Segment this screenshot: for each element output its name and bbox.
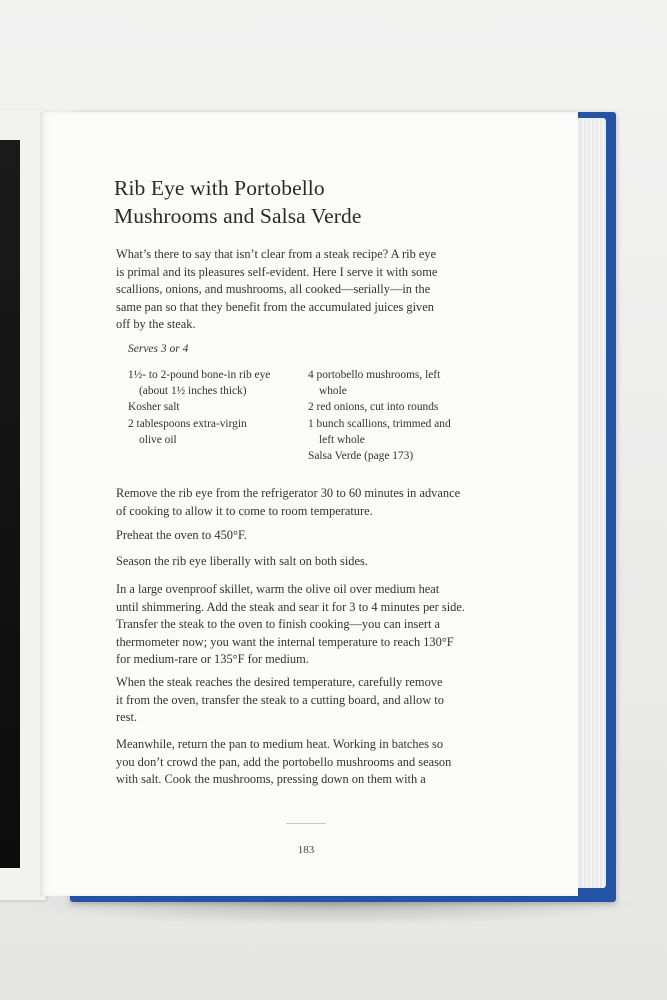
ingredient-item: [308, 367, 488, 399]
step-line: Preheat the oven to 450°F.: [116, 528, 247, 542]
footer-rule: [286, 823, 326, 824]
ingredient-line: 2 tablespoons extra-virgin: [128, 417, 247, 430]
step-line: for medium-rare or 135°F for medium.: [116, 652, 309, 666]
intro-line: is primal and its pleasures self-evident. Here I serve it with some: [116, 264, 438, 279]
recipe-page: [40, 112, 578, 896]
method-step: [116, 485, 516, 520]
ingredient-line: left whole: [319, 433, 365, 446]
step-line: with salt. Cook the mushrooms, pressing down on them with a: [116, 772, 426, 786]
page-number: 183: [297, 844, 315, 856]
ingredient-item: [308, 399, 488, 415]
step-line: rest.: [116, 710, 137, 724]
intro-line: same pan so that they benefit from the accumulated juices given: [116, 299, 434, 314]
step-line: Transfer the steak to the oven to finish cooking—you can insert a: [116, 617, 441, 631]
ingredient-line: Salsa Verde (page 173): [308, 450, 414, 463]
ingredient-line: (about 1½ inches thick): [139, 385, 247, 398]
step-line: of cooking to allow it to come to room temperature.: [116, 503, 373, 518]
ingredient-item: [128, 416, 303, 448]
intro-line: What’s there to say that isn’t clear from a steak recipe? A rib eye: [116, 247, 437, 261]
ingredient-line: 2 red onions, cut into rounds: [308, 401, 439, 414]
intro-line: scallions, onions, and mushrooms, all cooked—serially—in the: [116, 282, 431, 296]
recipe-title: [114, 174, 534, 230]
ingredients-left-column: [128, 367, 303, 448]
title-line: Rib Eye with Portobello: [114, 176, 325, 200]
method-step: [116, 736, 516, 789]
step-line: it from the oven, transfer the steak to a cutting board, and allow to: [116, 692, 444, 707]
title-line: Mushrooms and Salsa Verde: [114, 204, 362, 228]
ingredient-item: [128, 399, 303, 415]
ingredient-line: 1 bunch scallions, trimmed and: [308, 417, 451, 430]
method-step: [116, 674, 516, 727]
ingredient-line: 1½- to 2-pound bone-in rib eye: [128, 369, 271, 381]
method-step: [116, 553, 516, 571]
step-line: Meanwhile, return the pan to medium heat. Working in batches so: [116, 737, 444, 751]
intro-paragraph: [116, 246, 516, 334]
left-page-photo: [0, 140, 20, 868]
step-line: Season the rib eye liberally with salt on both sides.: [116, 554, 368, 568]
ingredient-item: [308, 448, 488, 464]
step-line: When the steak reaches the desired temperature, carefully remove: [116, 675, 443, 689]
ingredients-right-column: [308, 367, 488, 464]
intro-line: off by the steak.: [116, 317, 196, 331]
ingredient-item: [128, 367, 303, 399]
method-step: [116, 581, 516, 669]
step-line: until shimmering. Add the steak and sear it for 3 to 4 minutes per side.: [116, 599, 465, 614]
ingredient-line: olive oil: [139, 433, 177, 446]
step-line: thermometer now; you want the internal temperature to reach 130°F: [116, 634, 454, 649]
ingredient-line: 4 portobello mushrooms, left: [308, 369, 441, 381]
serves-note: Serves 3 or 4: [128, 343, 189, 355]
ingredient-line: whole: [319, 385, 347, 398]
step-line: In a large ovenproof skillet, warm the olive oil over medium heat: [116, 582, 440, 596]
ingredient-line: Kosher salt: [128, 401, 180, 414]
ingredient-item: [308, 416, 488, 448]
method-step: [116, 527, 516, 545]
step-line: Remove the rib eye from the refrigerator 30 to 60 minutes in advance: [116, 486, 461, 500]
step-line: you don’t crowd the pan, add the portobello mushrooms and season: [116, 754, 452, 769]
